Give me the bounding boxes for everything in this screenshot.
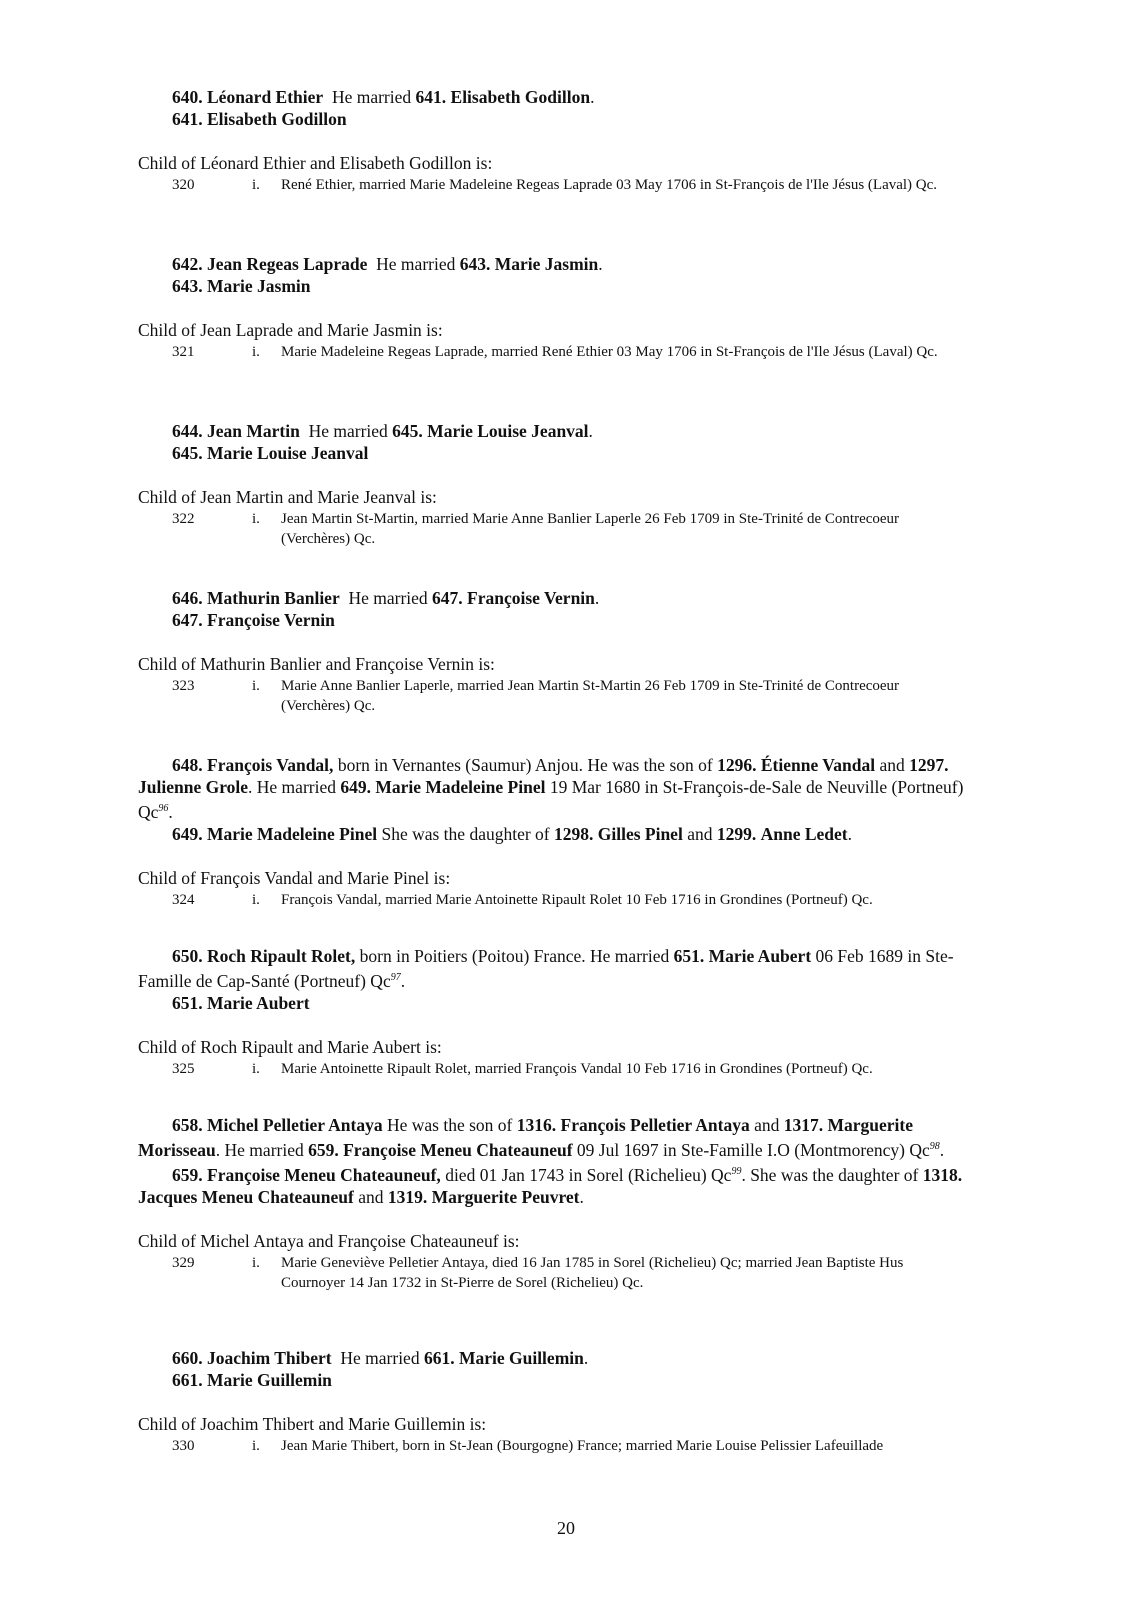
children-caption: Child of Joachim Thibert and Marie Guillemin is:: [138, 1414, 487, 1434]
children-caption: Child of Jean Laprade and Marie Jasmin is:: [138, 320, 443, 340]
husband-line: 646. Mathurin Banlier He married 647. Françoise Vernin.: [172, 588, 600, 608]
husband-line: 660. Joachim Thibert He married 661. Marie Guillemin.: [172, 1348, 589, 1368]
wife-line: 649. Marie Madeleine Pinel She was the daughter of 1298. Gilles Pinel and 1299. Anne Ledet.: [172, 823, 852, 844]
children-caption: Child of Roch Ripault and Marie Aubert is:: [138, 1036, 442, 1057]
child-row: 325 i. Marie Antoinette Ripault Rolet, married François Vandal 10 Feb 1716 in Grondines (Portneuf) Qc.: [172, 1060, 873, 1077]
child-row: 324 i. François Vandal, married Marie Antoinette Ripault Rolet 10 Feb 1716 in Grondines (Portneuf) Qc.: [172, 891, 873, 908]
page-number: 20: [557, 1518, 575, 1538]
husband-paragraph: 650. Roch Ripault Rolet, born in Poitiers (Poitou) France. He married 651. Marie Aubert 06 Feb 1689 in Ste-Famille de Cap-Santé (Portneuf) Qc$^{97}$.: [138, 946, 954, 991]
husband-paragraph: 648. François Vandal, born in Vernantes (Saumur) Anjou. He was the son of 1296. Étienne Vandal and 1297. Julienne Grole. He married 649. Marie Madeleine Pinel 19 Mar 1680 in St-François-de-Sale de Neuville (Portneuf) Qc$^{96}$.: [138, 755, 964, 822]
child-row: 322 i. Jean Martin St-Martin, married Marie Anne Banlier Laperle 26 Feb 1709 in Ste-Trinité de Contrecoeur (Verchères) Qc.: [172, 511, 900, 547]
children-caption: Child of Léonard Ethier and Elisabeth Godillon is:: [138, 153, 493, 173]
family-entry-658: [138, 1114, 968, 1293]
child-row: 330 i. Jean Marie Thibert, born in St-Jean (Bourgogne) France; married Marie Louise Pelissier Lafeuillade: [172, 1438, 884, 1454]
footnote-ref: 97: [390, 972, 401, 983]
child-row: 329 i. Marie Geneviève Pelletier Antaya, died 16 Jan 1785 in Sorel (Richelieu) Qc; married Jean Baptiste Hus Cournoyer 14 Jan 1732 in St-Pierre de Sorel (Richelieu) Qc.: [172, 1254, 904, 1291]
wife-line: 645. Marie Louise Jeanval: [172, 443, 369, 463]
wife-line: 661. Marie Guillemin: [172, 1370, 332, 1390]
children-caption: Child of Mathurin Banlier and Françoise Vernin is:: [138, 654, 495, 674]
child-row: 323 i. Marie Anne Banlier Laperle, married Jean Martin St-Martin 26 Feb 1709 in Ste-Trinité de Contrecoeur (Verchères) Qc.: [172, 678, 900, 714]
wife-line: 641. Elisabeth Godillon: [172, 109, 347, 129]
husband-line: 640. Léonard Ethier He married 641. Elisabeth Godillon.: [172, 87, 595, 107]
husband-paragraph: 658. Michel Pelletier Antaya He was the son of 1316. François Pelletier Antaya and 1317. Marguerite Morisseau. He married 659. Françoise Meneu Chateauneuf 09 Jul 1697 in Ste-Famille I.O (Montmorency) Qc$^{98}$.: [138, 1115, 945, 1160]
family-entry-650: [138, 945, 968, 1079]
family-entry-646: [138, 587, 968, 716]
husband-line: 642. Jean Regeas Laprade He married 643. Marie Jasmin.: [172, 254, 603, 274]
wife-line: 643. Marie Jasmin: [172, 276, 311, 296]
children-caption: Child of Michel Antaya and Françoise Chateauneuf is:: [138, 1230, 520, 1251]
child-row: 321 i. Marie Madeleine Regeas Laprade, married René Ethier 03 May 1706 in St-François de l'Ile Jésus (Laval) Qc.: [172, 344, 938, 360]
child-row: 320 i. René Ethier, married Marie Madeleine Regeas Laprade 03 May 1706 in St-François de l'Ile Jésus (Laval) Qc.: [172, 177, 938, 193]
family-entry-660: [138, 1347, 968, 1456]
footnote-ref: 98: [929, 1141, 940, 1152]
footnote-ref: 99: [731, 1165, 742, 1177]
family-entry-648: [138, 754, 968, 910]
children-caption: Child of Jean Martin and Marie Jeanval is:: [138, 487, 437, 507]
family-entry-640: [138, 86, 968, 195]
family-entry-642: [138, 253, 968, 362]
wife-line: 647. Françoise Vernin: [172, 610, 335, 630]
wife-paragraph: 659. Françoise Meneu Chateauneuf, died 01 Jan 1743 in Sorel (Richelieu) Qc$^{99}$. She was the daughter of 1318. Jacques Meneu Chateauneuf and 1319. Marguerite Peuvret.: [138, 1164, 963, 1207]
wife-line: 651. Marie Aubert: [172, 992, 310, 1013]
children-caption: Child of François Vandal and Marie Pinel is:: [138, 867, 451, 888]
footnote-ref: 96: [158, 803, 169, 814]
family-entry-644: [138, 420, 968, 549]
husband-line: 644. Jean Martin He married 645. Marie Louise Jeanval.: [172, 421, 593, 441]
